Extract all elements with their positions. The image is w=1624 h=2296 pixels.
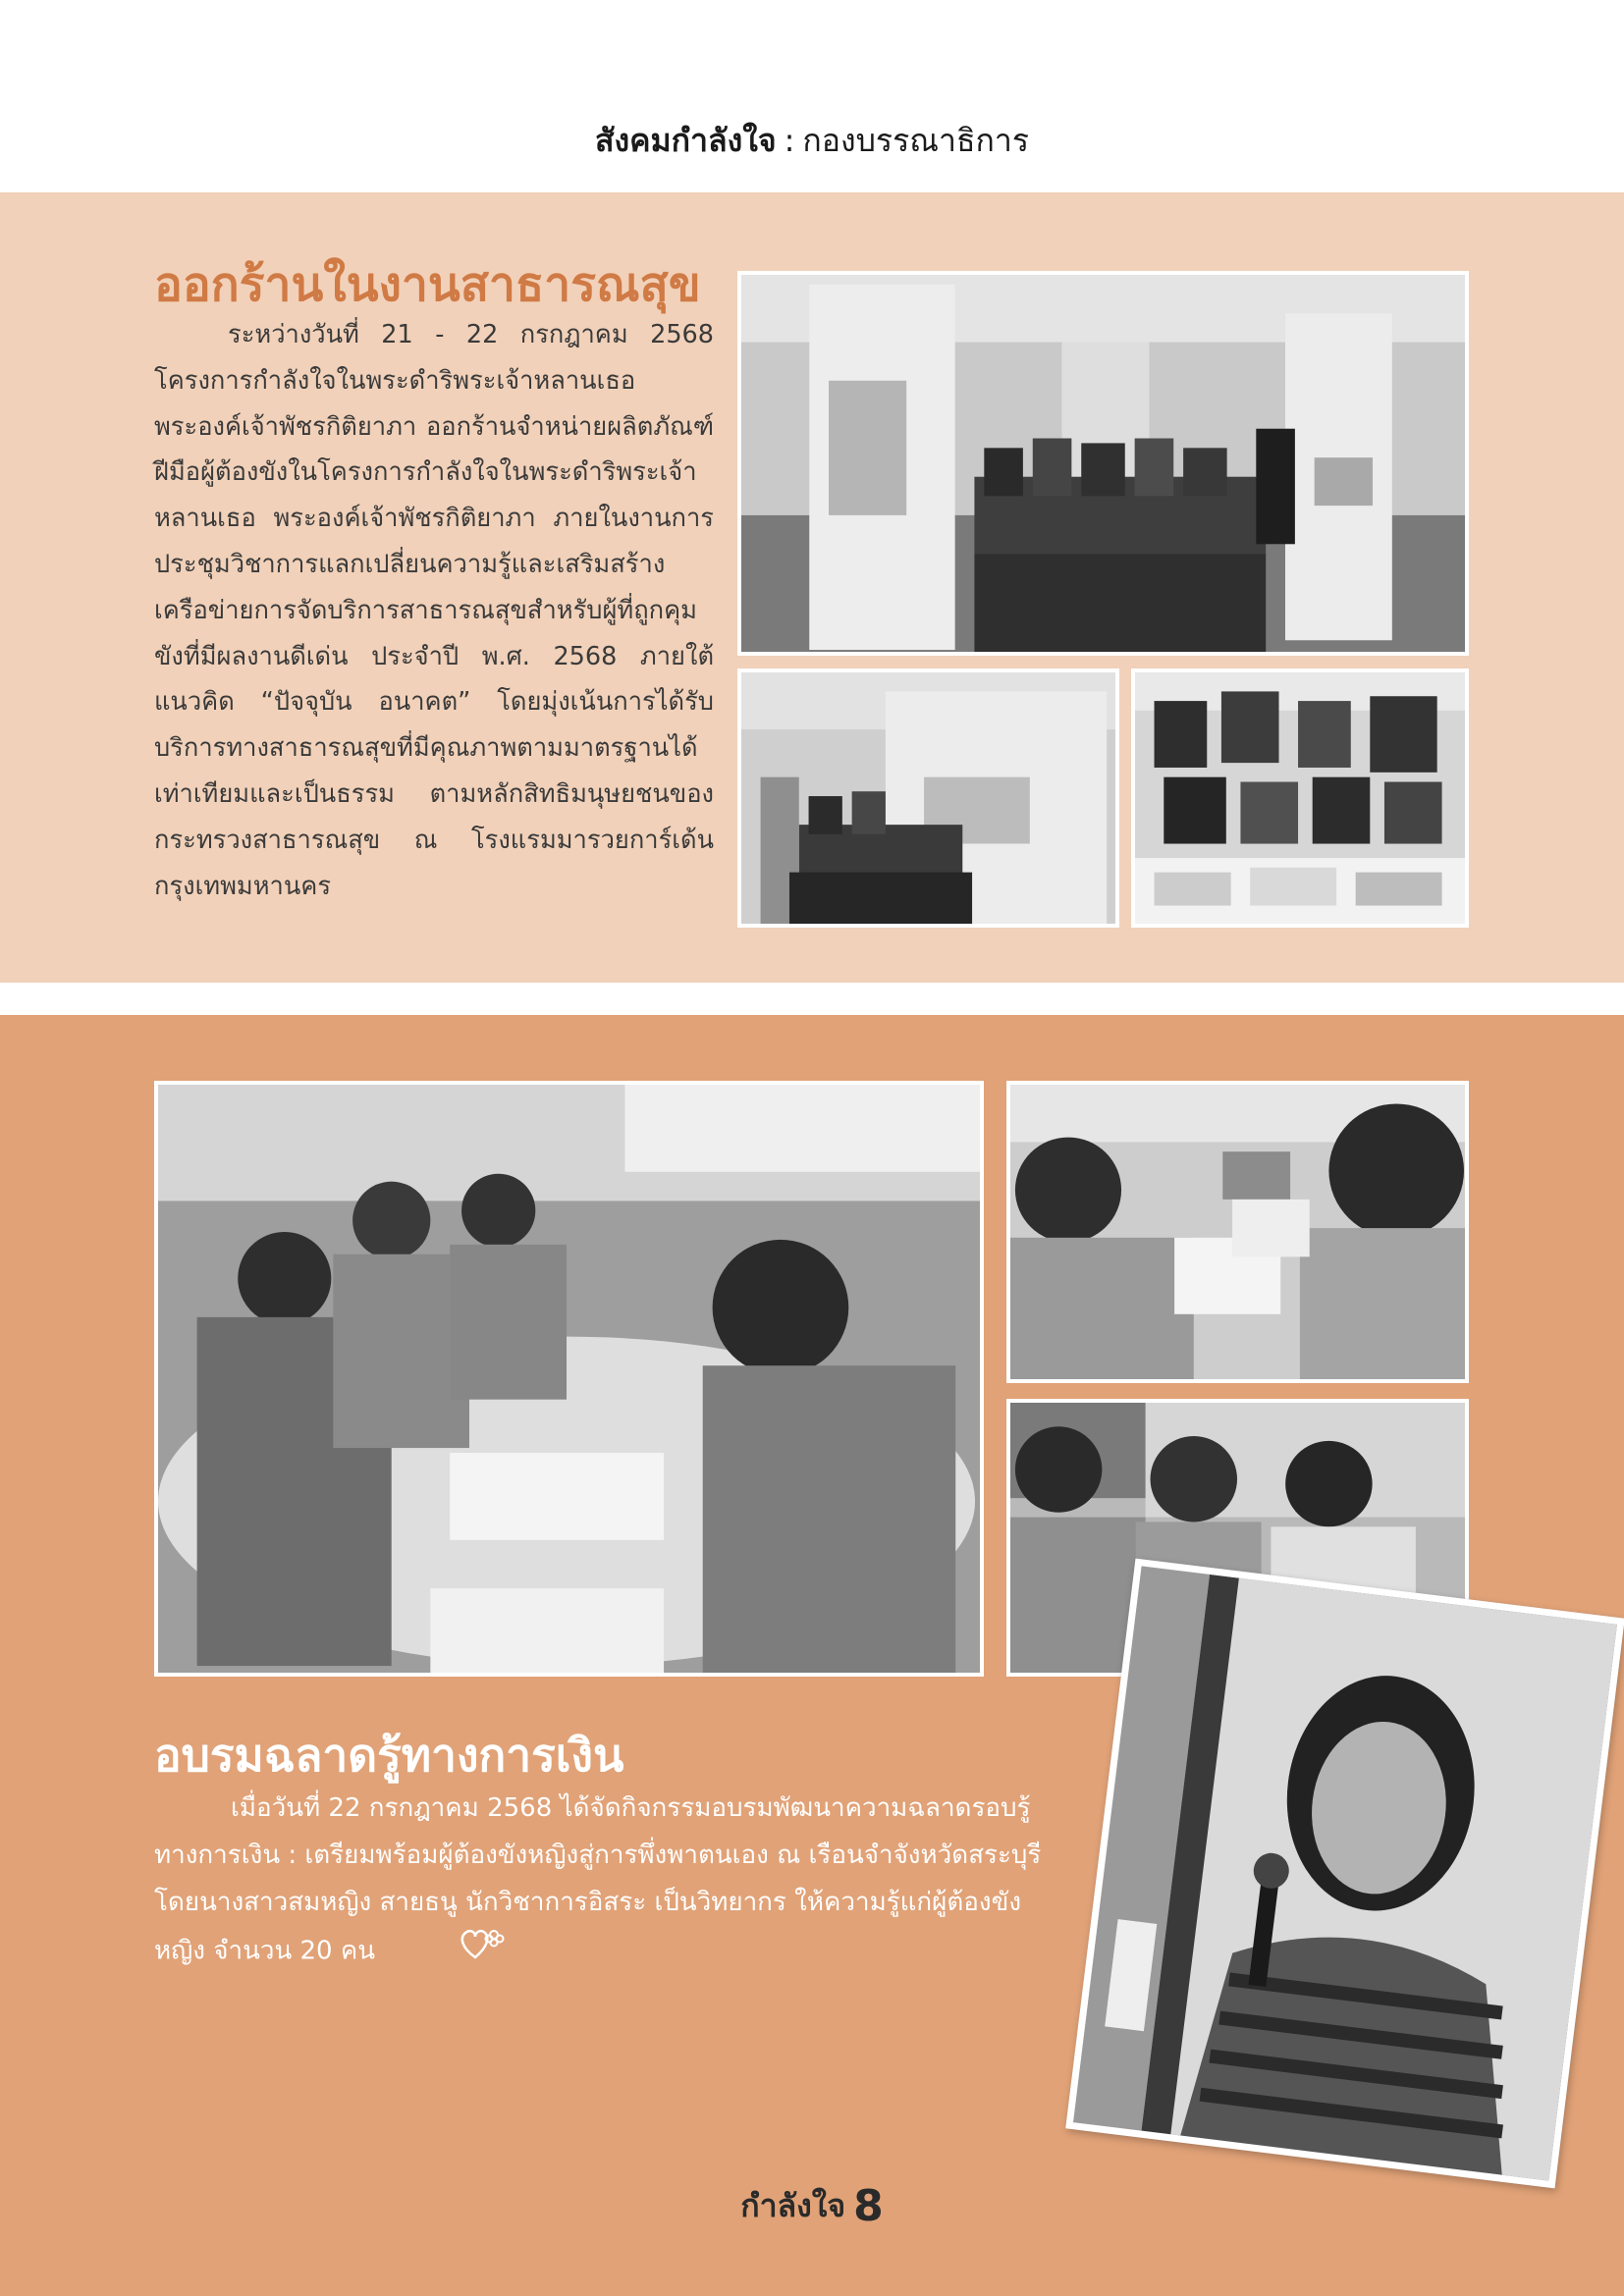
section1-title: ออกร้านในงานสาธารณสุข (154, 257, 701, 312)
header-column: สังคมกำลังใจ (594, 122, 777, 159)
footer-magazine-name: กำลังใจ (740, 2187, 846, 2224)
section2-title: อบรมฉลาดรู้ทางการเงิน (154, 1729, 624, 1782)
section2-body-text: เมื่อวันที่ 22 กรกฎาคม 2568 ได้จัดกิจกรรมอบรมพัฒนาความฉลาดรอบรู้ทางการเงิน : เตรียมพร้อมผู้ต้องขังหญิงสู่การพึ่งพาตนเอง ณ เรือนจำจังหวัดสระบุรี โดยนางสาวสมหญิง สายธนู นักวิชาการอิสระ เป็นวิทยากร ให้ความรู้แก่ผู้ต้องขังหญิง จำนวน 20 คน (154, 1793, 1042, 1966)
header-separator: : (784, 122, 795, 159)
page-header (0, 116, 1624, 166)
section1-body: ระหว่างวันที่ 21 - 22 กรกฎาคม 2568 โครงการกำลังใจในพระดำริพระเจ้าหลานเธอ พระองค์เจ้าพัชรกิติยาภา ออกร้านจำหน่ายผลิตภัณฑ์ฝีมือผู้ต้องขังในโครงการกำลังใจในพระดำริพระเจ้าหลานเธอ พระองค์เจ้าพัชรกิติยาภา ภายในงานการประชุมวิชาการแลกเปลี่ยนความรู้และเสริมสร้างเครือข่ายการจัดบริการสาธารณสุขสำหรับผู้ที่ถูกคุมขังที่มีผลงานดีเด่น ประจำปี พ.ศ. 2568 ภายใต้แนวคิด “ปัจจุบัน อนาคต” โดยมุ่งเน้นการได้รับบริการทางสาธารณสุขที่มีคุณภาพตามมาตรฐานได้เท่าเทียมและเป็นธรรม ตามหลักสิทธิมนุษยชนของกระทรวงสาธารณสุข ณ โรงแรมมารวยการ์เด้น กรุงเทพมหานคร (154, 320, 714, 901)
photo-booth-products (737, 668, 1119, 928)
page-footer (0, 2181, 1624, 2231)
photo-training-table (154, 1081, 984, 1677)
footer-page-number: 8 (853, 2181, 884, 2231)
photo-worksheet-writing (1006, 1081, 1469, 1383)
heart-flower-icon (381, 1926, 505, 1977)
header-author: กองบรรณาธิการ (802, 122, 1029, 159)
photo-speaker-portrait (1065, 1559, 1624, 2189)
photo-booth-exhibition (737, 271, 1469, 656)
photo-handbags-display (1131, 668, 1469, 928)
section2-body (154, 1785, 1062, 1977)
